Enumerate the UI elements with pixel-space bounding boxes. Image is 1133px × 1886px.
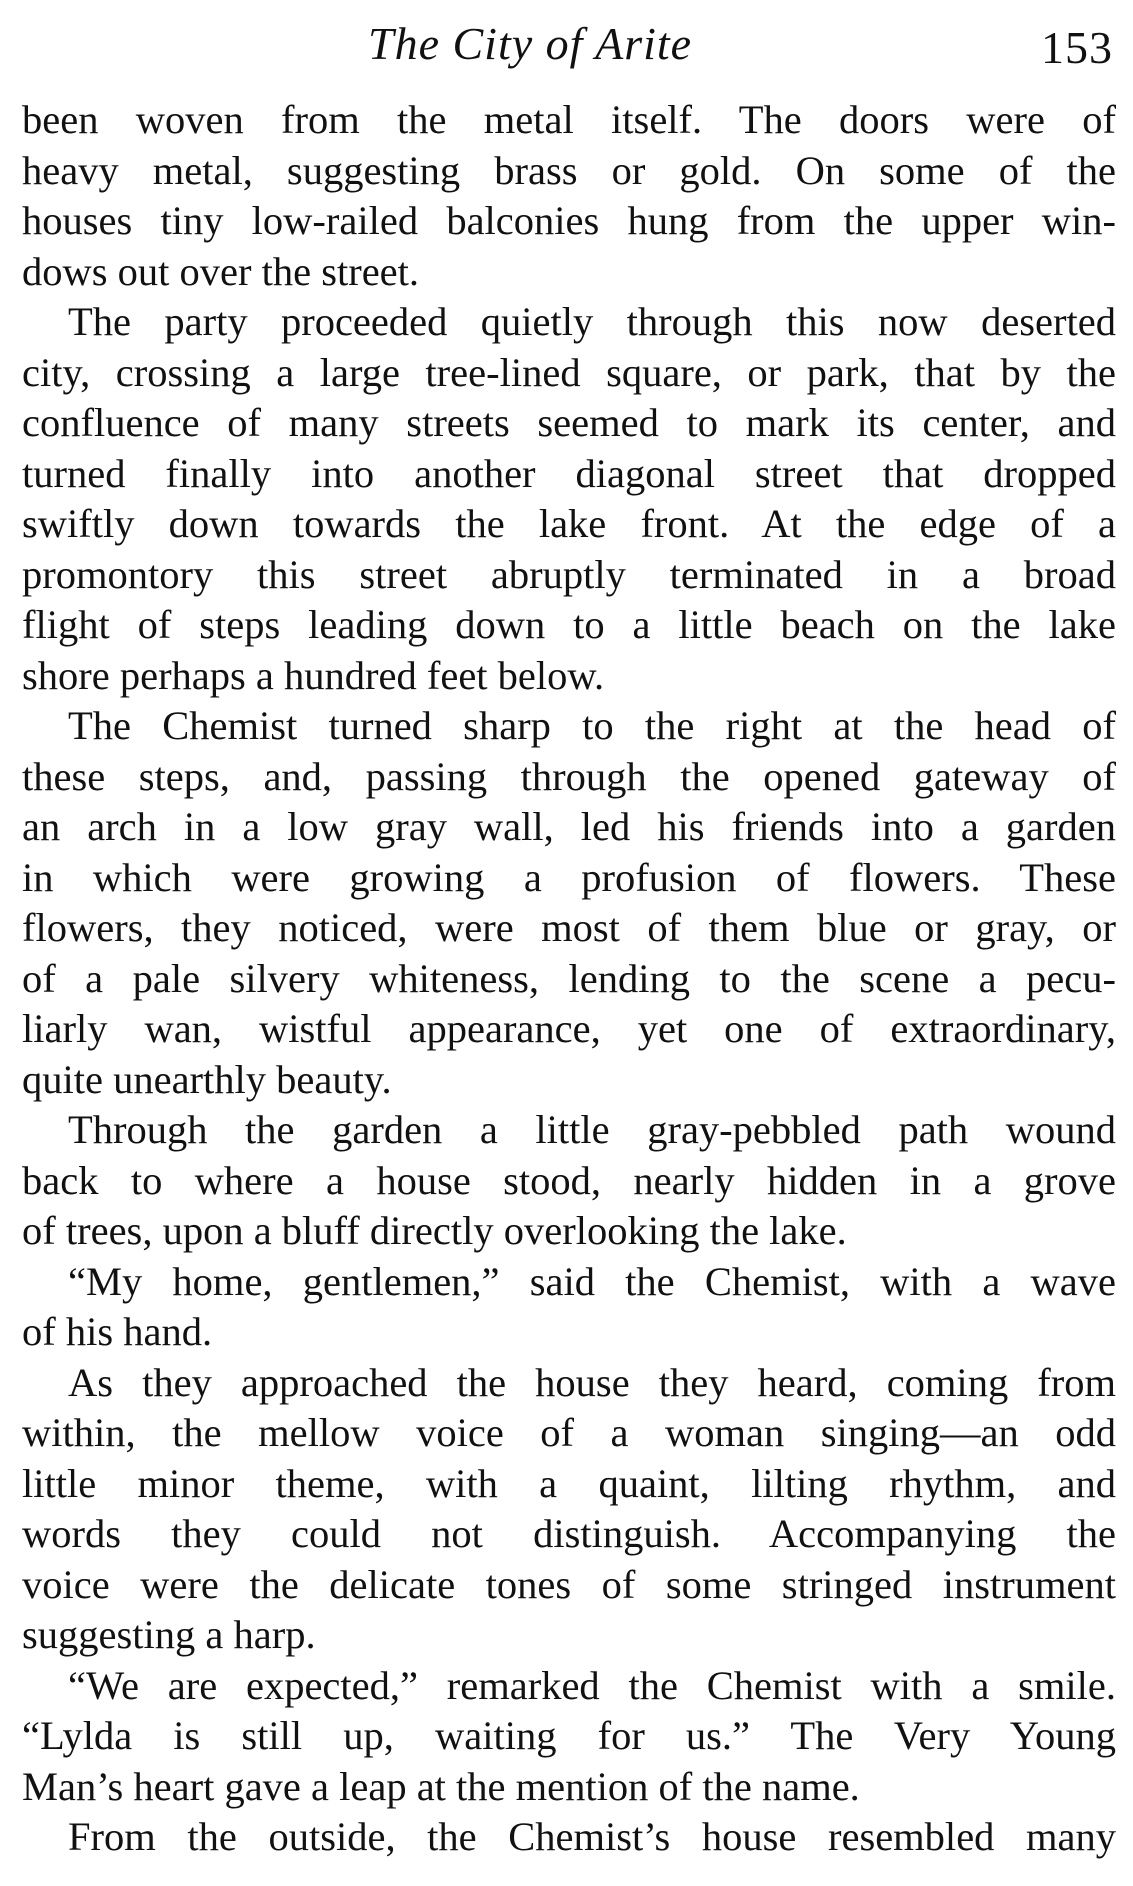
text-line: these steps, and, passing through the opened gateway of — [22, 753, 1116, 799]
text-line: of his hand. — [22, 1309, 213, 1354]
text-line: The party proceeded quietly through this now deserted — [68, 299, 1116, 344]
text-line: As they approached the house they heard, coming from — [68, 1359, 1116, 1405]
text-line: turned finally into another diagonal street that dropped — [22, 450, 1116, 496]
text-line: “My home, gentlemen,” said the Chemist, with a wave — [68, 1258, 1116, 1304]
text-line: suggesting a harp. — [22, 1612, 316, 1657]
text-line: The Chemist turned sharp to the right at the head of — [68, 703, 1116, 748]
text-line: within, the mellow voice of a woman singing—an odd — [22, 1410, 1116, 1455]
text-line: promontory this street abruptly terminated in a broad — [22, 551, 1116, 597]
running-header — [0, 14, 1133, 74]
text-line: “We are expected,” remarked the Chemist with a smile. — [68, 1662, 1116, 1708]
text-line: little minor theme, with a quaint, lilting rhythm, and — [22, 1460, 1116, 1506]
text-line: of a pale silvery whiteness, lending to the scene a pecu- — [22, 955, 1116, 1001]
text-line: heavy metal, suggesting brass or gold. On some of the — [22, 147, 1116, 193]
text-line: swiftly down towards the lake front. At the edge of a — [22, 501, 1116, 546]
text-line: words they could not distinguish. Accompanying the — [22, 1511, 1116, 1556]
text-line: quite unearthly beauty. — [22, 1056, 392, 1102]
text-line: shore perhaps a hundred feet below. — [22, 652, 605, 698]
text-line: an arch in a low gray wall, led his friends into a garden — [22, 804, 1116, 849]
body-text — [22, 95, 1116, 1863]
text-line: flowers, they noticed, were most of them blue or gray, or — [22, 905, 1116, 950]
text-line: “Lylda is still up, waiting for us.” The Very Young — [22, 1713, 1116, 1758]
page-number: 153 — [1041, 22, 1113, 73]
text-line: flight of steps leading down to a little beach on the lake — [22, 602, 1116, 647]
text-line: Through the garden a little gray-pebbled path wound — [68, 1107, 1116, 1152]
text-line: liarly wan, wistful appearance, yet one of extraordinary, — [22, 1006, 1116, 1051]
text-line: back to where a house stood, nearly hidden in a grove — [22, 1157, 1116, 1203]
text-line: confluence of many streets seemed to mark its center, and — [22, 400, 1116, 445]
text-line: city, crossing a large tree-lined square, or park, that by the — [22, 349, 1116, 395]
text-line: Man’s heart gave a leap at the mention of the name. — [22, 1763, 860, 1809]
text-line: houses tiny low-railed balconies hung from the upper win- — [22, 198, 1116, 243]
text-line: voice were the delicate tones of some stringed instrument — [22, 1561, 1116, 1607]
text-line: of trees, upon a bluff directly overlooking the lake. — [22, 1208, 847, 1253]
running-title: The City of Arite — [368, 18, 693, 69]
text-line: dows out over the street. — [22, 248, 420, 294]
text-line: been woven from the metal itself. The doors were of — [22, 97, 1116, 142]
text-line: From the outside, the Chemist’s house resembled many — [68, 1814, 1116, 1859]
text-line: in which were growing a profusion of flowers. These — [22, 854, 1116, 900]
